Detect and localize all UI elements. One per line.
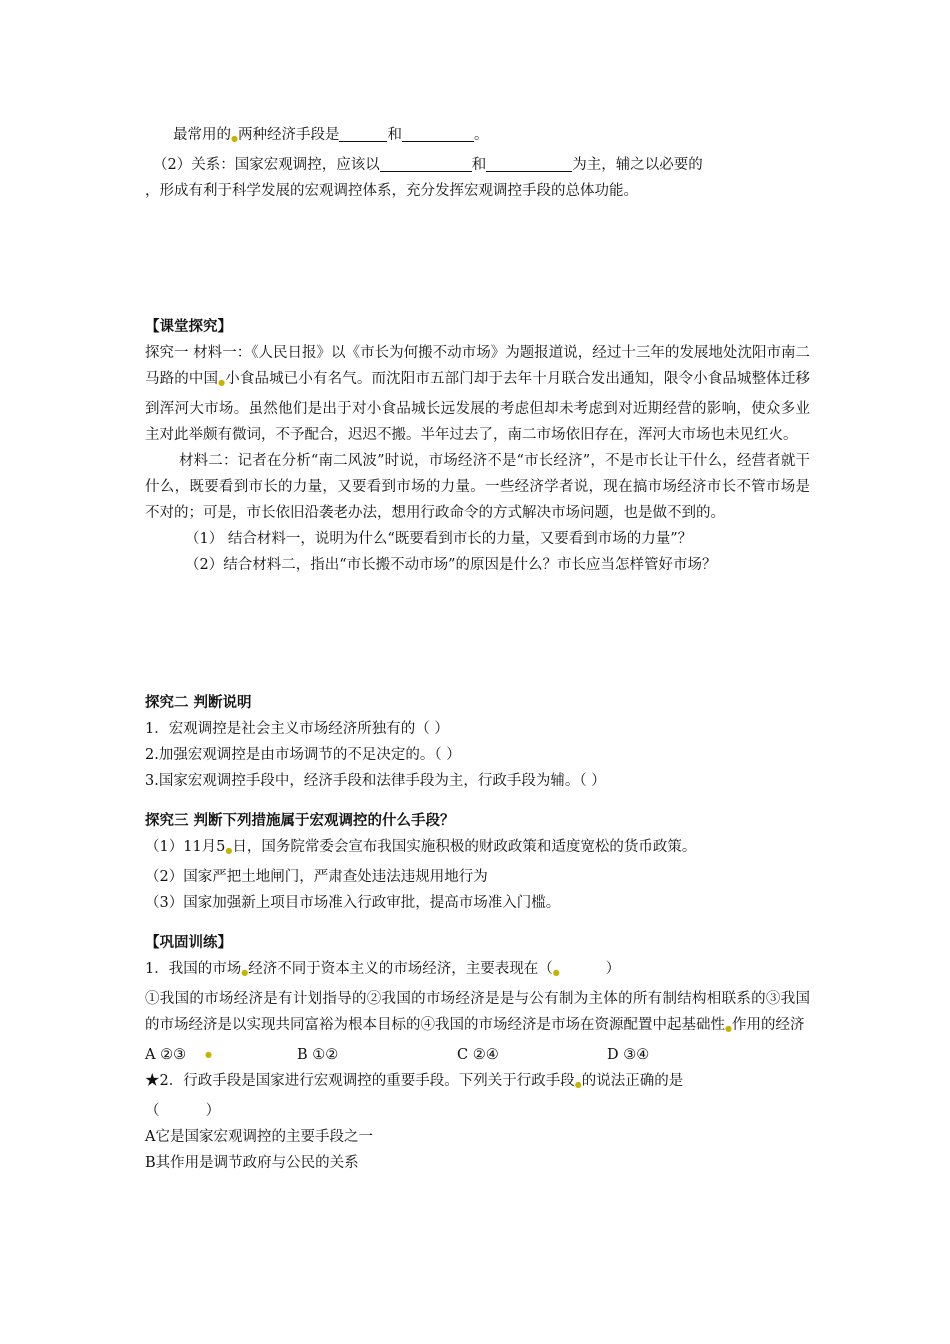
fill-blank[interactable] (380, 155, 472, 172)
mark-dot-icon: ● (218, 378, 226, 387)
practice-question-1 (145, 956, 810, 986)
explore3-heading: 探究三 判断下列措施属于宏观调控的什么手段？ (145, 812, 455, 829)
answer-options (145, 1042, 810, 1068)
intro-line-1 (145, 122, 810, 152)
practice-question-1-body (145, 986, 810, 1042)
option-a[interactable]: A它是国家宏观调控的主要手段之一 (145, 1129, 373, 1145)
intro-line-3: ，形成有利于科学发展的宏观调控体系，充分发挥宏观调控手段的总体功能。 (145, 183, 638, 199)
mark-dot-icon: ● (241, 968, 249, 977)
list-item: 2.加强宏观调控是由市场调节的不足决定的。（ ） (145, 747, 461, 763)
practice-question-2 (145, 1068, 810, 1098)
option-c[interactable]: C ②④ (457, 1047, 499, 1063)
practice-heading: 【巩固训练】 (145, 934, 232, 951)
question-text: ★2．行政手段是国家进行宏观调控的重要手段。下列关于行政手段 (145, 1073, 575, 1089)
item-text: 日，国务院常委会宣布我国实施积极的财政政策和适度宽松的货币政策。 (232, 839, 697, 855)
explore2-heading: 探究二 判断说明 (145, 694, 252, 711)
question-text: 经济不同于资本主义的市场经济，主要表现在（ (248, 961, 553, 977)
section-heading: 【课堂探究】 (145, 318, 232, 335)
option-b[interactable]: B ①② (297, 1047, 339, 1063)
intro-text: 两种经济手段是 (237, 127, 340, 143)
mark-dot-icon: ● (574, 1080, 582, 1089)
intro-line-2 (145, 152, 810, 178)
answer-paren[interactable]: ） (559, 961, 621, 977)
list-item: （2）国家严把土地闸门，严肃查处违法违规用地行为 (145, 869, 488, 885)
question-1: （1） 结合材料一，说明为什么“既要看到市长的力量，又要看到市场的力量”？ (185, 531, 693, 547)
intro-text: 为主，辅之以必要的 (572, 157, 703, 173)
fill-blank[interactable] (339, 125, 387, 142)
document-page (145, 122, 810, 1176)
question-text: 作用的经济 (731, 1017, 805, 1033)
intro-text: 最常用的 (173, 127, 231, 143)
mark-dot-icon: ● (205, 1050, 212, 1059)
intro-text: 和 (387, 127, 402, 143)
mark-dot-icon: ● (552, 968, 560, 977)
intro-text: 和 (471, 157, 487, 173)
material-text: 小食品城已小有名气。而沈阳市五部门却于去年十月联合发出通知，限令小食品城整体迁移到浑河大市场。虽然他们是出于对小食品城长远发展的考虑但却未考虑到对近期经营的影响，使众多业主对此举颇有微词，不予配合，迟迟不搬。半年过去了，南二市场依旧存在，浑河大市场也未见红火。 (145, 371, 811, 443)
material-1 (145, 340, 810, 448)
option-a[interactable]: A ②③ (145, 1047, 187, 1063)
mark-dot-icon: ● (225, 846, 233, 855)
item-text: （1）11月5 (145, 839, 226, 855)
answer-paren[interactable]: （ ） (145, 1103, 221, 1119)
fill-blank[interactable] (402, 125, 474, 142)
list-item: 3.国家宏观调控手段中，经济手段和法律手段为主，行政手段为辅。（ ） (145, 773, 606, 789)
question-text: 的说法正确的是 (581, 1073, 684, 1089)
fill-blank[interactable] (486, 155, 572, 172)
question-text: 1．我国的市场 (145, 961, 242, 977)
option-d[interactable]: D ③④ (607, 1047, 650, 1063)
intro-text: 。 (473, 127, 489, 143)
option-b[interactable]: B其作用是调节政府与公民的关系 (145, 1155, 359, 1171)
mark-dot-icon: ● (725, 1024, 732, 1033)
list-item (145, 834, 810, 864)
material-text: 探究一 材料一：《人民日报》以《市长为何搬不动市场》为题报道说，经过十三年的发展地处沈阳市南二马路的中国 (145, 345, 810, 387)
list-item: 1．宏观调控是社会主义市场经济所独有的（ ） (145, 721, 449, 737)
list-item: （3）国家加强新上项目市场准入行政审批，提高市场准入门槛。 (145, 895, 561, 911)
question-text: ①我国的市场经济是有计划指导的②我国的市场经济是是与公有制为主体的所有制结构相联系的③我国的市场经济是以实现共同富裕为根本目标的④我国的市场经济是市场在资源配置中起基础性 (145, 991, 810, 1033)
mark-dot-icon: ● (231, 134, 238, 143)
material-2: 材料二：记者在分析“南二风波”时说，市场经济不是“市长经济”，不是市长让干什么，经营者就干什么，既要看到市长的力量，又要看到市场的力量。一些经济学者说，现在搞市场经济市长不管市场是不对的；可是，市长依旧沿袭老办法，想用行政命令的方式解决市场问题，也是做不到的。 (145, 453, 810, 521)
question-2: （2）结合材料二，指出“市长搬不动市场”的原因是什么？市长应当怎样管好市场？ (185, 557, 717, 573)
intro-text: （2）关系：国家宏观调控，应该以 (153, 157, 380, 173)
